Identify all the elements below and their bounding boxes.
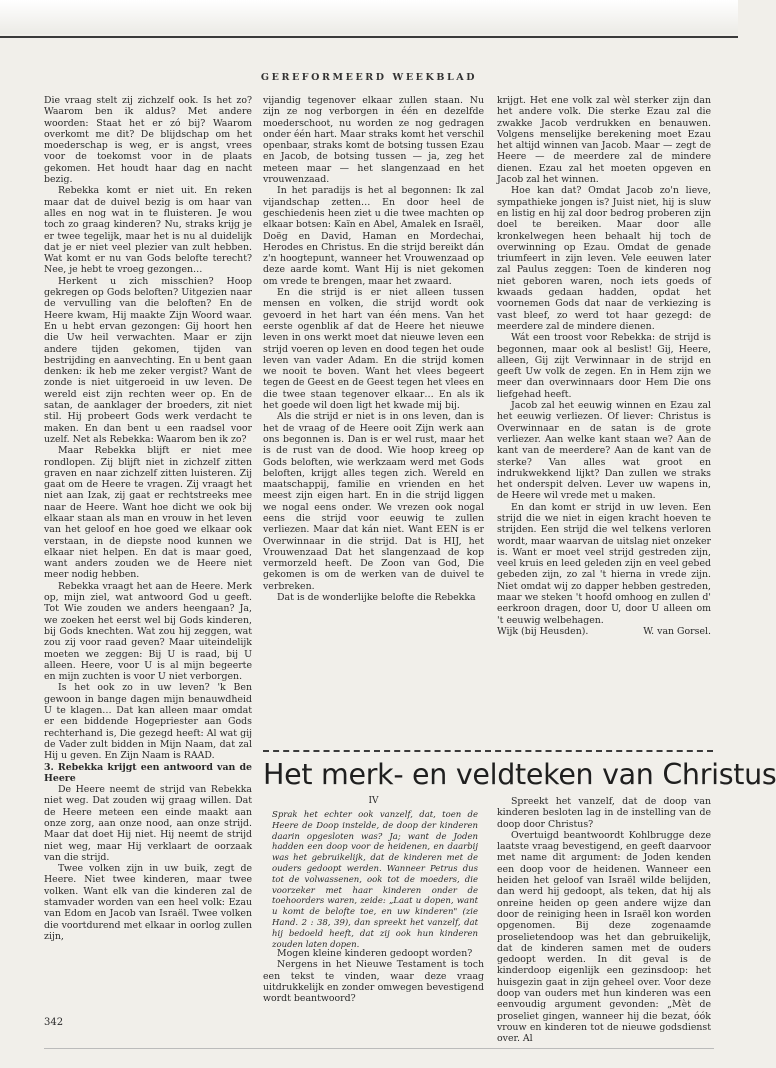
page-bottom-rule	[44, 1048, 714, 1049]
page-number: 342	[44, 1017, 64, 1028]
paragraph: Als die strijd er niet is in ons leven, dan is het de vraag of de Heere ooit Zijn werk aan ons begonnen is. Dan is er wel rust, maar het is de rust van de dood. Wie hoop kreeg op Gods beloften, wie werkzaam werd met Gods beloften, krijgt alles tegen zich. Wereld en maatschappij, familie en vrienden en het meest zijn eigen hart. En in die strijd liggen we nogal eens onder. We vrezen ook nogal eens die strijd voor eeuwig te zullen verliezen. Maar dat kán niet. Want EEN is er Overwinnaar in die strijd. Dat is HIJ, het Vrouwenzaad Dat het slangenzaad de kop vermorzeld heeft. De Zoon van God, Die gekomen is om de werken van de duivel te verbreken.	[263, 411, 484, 592]
paragraph: Twee volken zijn in uw buik, zegt de Heere. Niet twee kinderen, maar twee volken. Want elk van die kinderen zal de stamvader worden van een heel volk: Ezau van Edom en Jacob van Israël. Twee volken die voortdurend met elkaar in oorlog zullen zijn,	[44, 863, 252, 942]
paragraph: krijgt. Het ene volk zal wèl sterker zijn dan het andere volk. Die sterke Ezau zal die zwakke Jacob verdrukken en benauwen. Volgens menselijke berekening moet Ezau het altijd winnen van Jacob. Maar — zegt de Heere — de meerdere zal de mindere dienen. Ezau zal het moeten opgeven en Jacob zal het winnen.	[497, 95, 711, 186]
paragraph: Hoe kan dat? Omdat Jacob zo'n lieve, sympathieke jongen is? Juist niet, hij is sluw en listig en hij zal door bedrog proberen zijn doel te bereiken. Maar door alle kronkelwegen heen behaalt hij toch de overwinning op Ezau. Omdat de genade triumfeert in zijn leven. Vele eeuwen later zal Paulus zeggen: Toen de kinderen nog niet geboren waren, noch iets goeds of kwaads gedaan hadden, opdat het voornemen Gods dat naar de verkiezing is vast bleef, zo werd tot haar gezegd: de meerdere zal de mindere dienen.	[497, 185, 711, 332]
paragraph: Wát een troost voor Rebekka: de strijd is begonnen, maar ook al beslist! Gij, Heere, alleen, Gij zijt Verwinnaar in de strijd en geeft Uw volk de zegen. En in Hem zijn we meer dan overwinnaars door Hem Die ons liefgehad heeft.	[497, 332, 711, 400]
paragraph: Maar Rebekka blijft er niet mee rondlopen. Zij blijft niet in zichzelf zitten graven en naar zichzelf zitten luisteren. Zij gaat om de Heere te vragen. Zij vraagt het niet aan Izak, zij gaat er rechtstreeks mee naar de Heere. Want hoe dicht we ook bij elkaar staan als man en vrouw in het leven van het geloof en hoe goed we elkaar ook verstaan, in de diepste nood kunnen we elkaar niet helpen. En dat is maar goed, want anders zouden we de Heere niet meer nodig hebben.	[44, 445, 252, 581]
article-column-middle	[263, 948, 484, 1026]
article-quote: Sprak het echter ook vanzelf, dat, toen de Heere de Doop instelde, de doop der kinderen daarin opgesloten was? Ja; want de Joden hadden een doop voor de heidenen, en daarbij was het gebruikelijk, dat de kinderen met de ouders gedoopt werden. Wanneer Petrus dus tot de volwassenen, ook tot de moeders, die voorzeker met haar kinderen onder de toehoorders waren, zeide: „Laat u dopen, want u komt de belofte toe, en uw kinderen" (zie Hand. 2 : 38, 39), dan spreekt het vanzelf, dat hij bedoeld heeft, dat zij ook hun kinderen zouden laten dopen.	[272, 810, 478, 950]
paragraph: Mogen kleine kinderen gedoopt worden?	[277, 948, 473, 959]
paragraph: Dat is de wonderlijke belofte die Rebekka	[277, 592, 476, 604]
paragraph: Die vraag stelt zij zichzelf ook. Is het zo? Waarom ben ik aldus? Met andere woorden: Staat het er zó bij? Waarom overkomt me dit? De blijdschap om het moederschap is weg, er is angst, vrees voor de toekomst voor in de plaats gekomen. Het houdt haar dag en nacht bezig.	[44, 95, 252, 186]
column-left	[44, 95, 252, 1015]
paragraph: Is het ook zo in uw leven? 'k Ben gewoon in bange dagen mijn benauwdheid U te klagen… Dat kan alleen maar omdat er een biddende Hogepriester aan Gods rechterhand is, Die gezegd heeft: Al wat gij de Vader zult bidden in Mijn Naam, dat zal Hij u geven. En Zijn Naam is RAAD.	[44, 682, 252, 762]
scan-rule	[0, 36, 738, 38]
article-part-number: IV	[368, 796, 379, 806]
paragraph: Overtuigd beantwoordt Kohlbrugge deze laatste vraag bevestigend, en geeft daarvoor met name dit argument: de Joden kenden een doop voor de heidenen. Wanneer een heiden het geloof van Israël wilde belijden, dan werd hij gedoopt, als teken, dat hij als onreine heiden op geen andere wijze dan door de reiniging heen in Israël kon worden opgenomen. Bij deze zogenaamde proselietendoop was het dan gebruikelijk, dat de kinderen samen met de ouders gedoopt werden. In dit geval is de kinderdoop eigenlijk een gezinsdoop: het huisgezin gaat in zijn geheel over. Voor deze doop van ouders met hun kinderen was een eenvoudig argument gevonden: „Mèt de proseliet gingen, wanneer hij die bezat, óók vrouw en kinderen tot de nieuwe godsdienst over. Al	[497, 829, 711, 1045]
signature-place: Wijk (bij Heusden).	[497, 625, 589, 637]
scan-edge	[0, 0, 738, 34]
column-right	[497, 95, 711, 715]
paragraph: En dan komt er strijd in uw leven. Een strijd die we niet in eigen kracht hoeven te strijden. Een strijd die wel telkens verloren wordt, maar waarvan de uitslag niet onzeker is. Want er moet veel strijd gestreden zijn, veel kruis en leed geleden zijn en veel gebed gebeden zijn, zo zal 't hierna in vrede zijn. Niet omdat wij zo dapper hebben gestreden, maar we steken 't hoofd omhoog en zullen d' eerkroon dragen, door U, door U alleen om 't eeuwig welbehagen.	[497, 501, 711, 626]
paragraph: De Heere neemt de strijd van Rebekka niet weg. Dat zouden wij graag willen. Dat de Heere meteen een einde maakt aan onze zorg, aan onze nood, aan onze strijd. Maar dat doet Hij niet. Hij neemt de strijd niet weg, maar Hij verklaart de oorzaak van die strijd.	[44, 784, 252, 863]
paragraph: Nergens in het Nieuwe Testament is toch een tekst te vinden, waar deze vraag uitdrukkelijk en zonder omwegen bevestigend wordt beantwoord?	[263, 959, 484, 1005]
paragraph: vijandig tegenover elkaar zullen staan. Nu zijn ze nog verborgen in één en dezelfde moederschoot, nu worden ze nog gedragen onder één hart. Maar straks komt het verschil openbaar, straks komt de botsing tussen Ezau en Jacob, de botsing tussen — ja, zeg het meteen maar — het slangenzaad en het vrouwenzaad.	[263, 95, 484, 186]
paragraph: Jacob zal het eeuwig winnen en Ezau zal het eeuwig verliezen. Of liever: Christus is Overwinnaar en de satan is de grote verliezer. Aan welke kant staan we? Aan de kant van de meerdere? Aan de kant van de sterke? Van alles wat groot en indrukwekkend lijkt? Dan zullen we straks het onderspit delven. Lever uw wapens in, de Heere wil vrede met u maken.	[497, 400, 711, 502]
paragraph: En die strijd is er niet alleen tussen mensen en volken, die strijd wordt ook gevoerd in het hart van één mens. Van het eerste ogenblik af dat de Heere het nieuwe leven in ons werkt moet dat nieuwe leven een strijd voeren op leven en dood tegen het oude leven van vader Adam. En die strijd komen we nooit te boven. Want het vlees begeert tegen de Geest en de Geest tegen het vlees en die twee staan tegenover elkaar… En als ik het goede wil doen ligt het kwade mij bij.	[263, 287, 484, 412]
article-column-right	[497, 796, 711, 1045]
paragraph: Herkent u zich misschien? Hoop gekregen op Gods beloften? Uitgezien naar de vervulling van die beloften? En de Heere kwam, Hij maakte Zijn Woord waar. En u hebt ervan gezongen: Gij hoort hen die Uw heil verwachten. Maar er zijn andere tijden gekomen, tijden van bestrijding en aanvechting. En u bent gaan denken: ik heb me zeker vergist? Want de zonde is niet uitgeroeid in uw leven. De wereld eist zijn rechten weer op. En de satan, de aanklager der broeders, zit niet stil. Hij probeert Gods werk verdacht te maken. En dan bent u een raadsel voor uzelf. Net als Rebekka: Waarom ben ik zo?	[44, 275, 252, 445]
article-title: Het merk- en veldteken van Christus	[263, 758, 776, 791]
running-header: GEREFORMEERD WEEKBLAD	[260, 72, 478, 83]
column-middle	[263, 95, 484, 733]
paragraph: Spreekt het vanzelf, dat de doop van kinderen besloten lag in de instelling van de doop door Christus?	[497, 796, 711, 830]
signature-author: W. van Gorsel.	[643, 625, 711, 637]
paragraph: Rebekka vraagt het aan de Heere. Merk op, mijn ziel, wat antwoord God u geeft. Tot Wie zouden we anders heengaan? Ja, we zoeken het eerst wel bij Gods kinderen, bij Gods knechten. Wat zou hij zeggen, wat zou zij voor raad geven? Maar uiteindelijk moeten we zeggen: Bij U is raad, bij U alleen. Heere, voor U is al mijn begeerte en mijn zuchten is voor U niet verborgen.	[44, 580, 252, 683]
paragraph: Rebekka komt er niet uit. En reken maar dat de duivel bezig is om haar van alles en nog wat in te fluisteren. Je wou toch zo graag kinderen? Nu, straks krijg je er twee tegelijk, maar het is nu al duidelijk dat je er niet veel plezier van zult hebben. Wat komt er nu van Gods belofte terecht? Nee, je hebt te vroeg gezongen…	[44, 185, 252, 276]
article-divider	[263, 750, 713, 752]
signature	[497, 626, 711, 637]
paragraph: In het paradijs is het al begonnen: Ik zal vijandschap zetten… En door heel de geschiedenis heen ziet u die twee machten op elkaar botsen: Kaïn en Abel, Amalek en Israël, Doëg en David, Haman en Mordechai, Herodes en Christus. En die strijd bereikt dán z'n hoogtepunt, wanneer het Vrouwenzaad op deze aarde komt. Want Hij is niet gekomen om vrede te brengen, maar het zwaard.	[263, 185, 484, 287]
section-heading: 3. Rebekka krijgt een antwoord van de Heere	[44, 761, 252, 784]
